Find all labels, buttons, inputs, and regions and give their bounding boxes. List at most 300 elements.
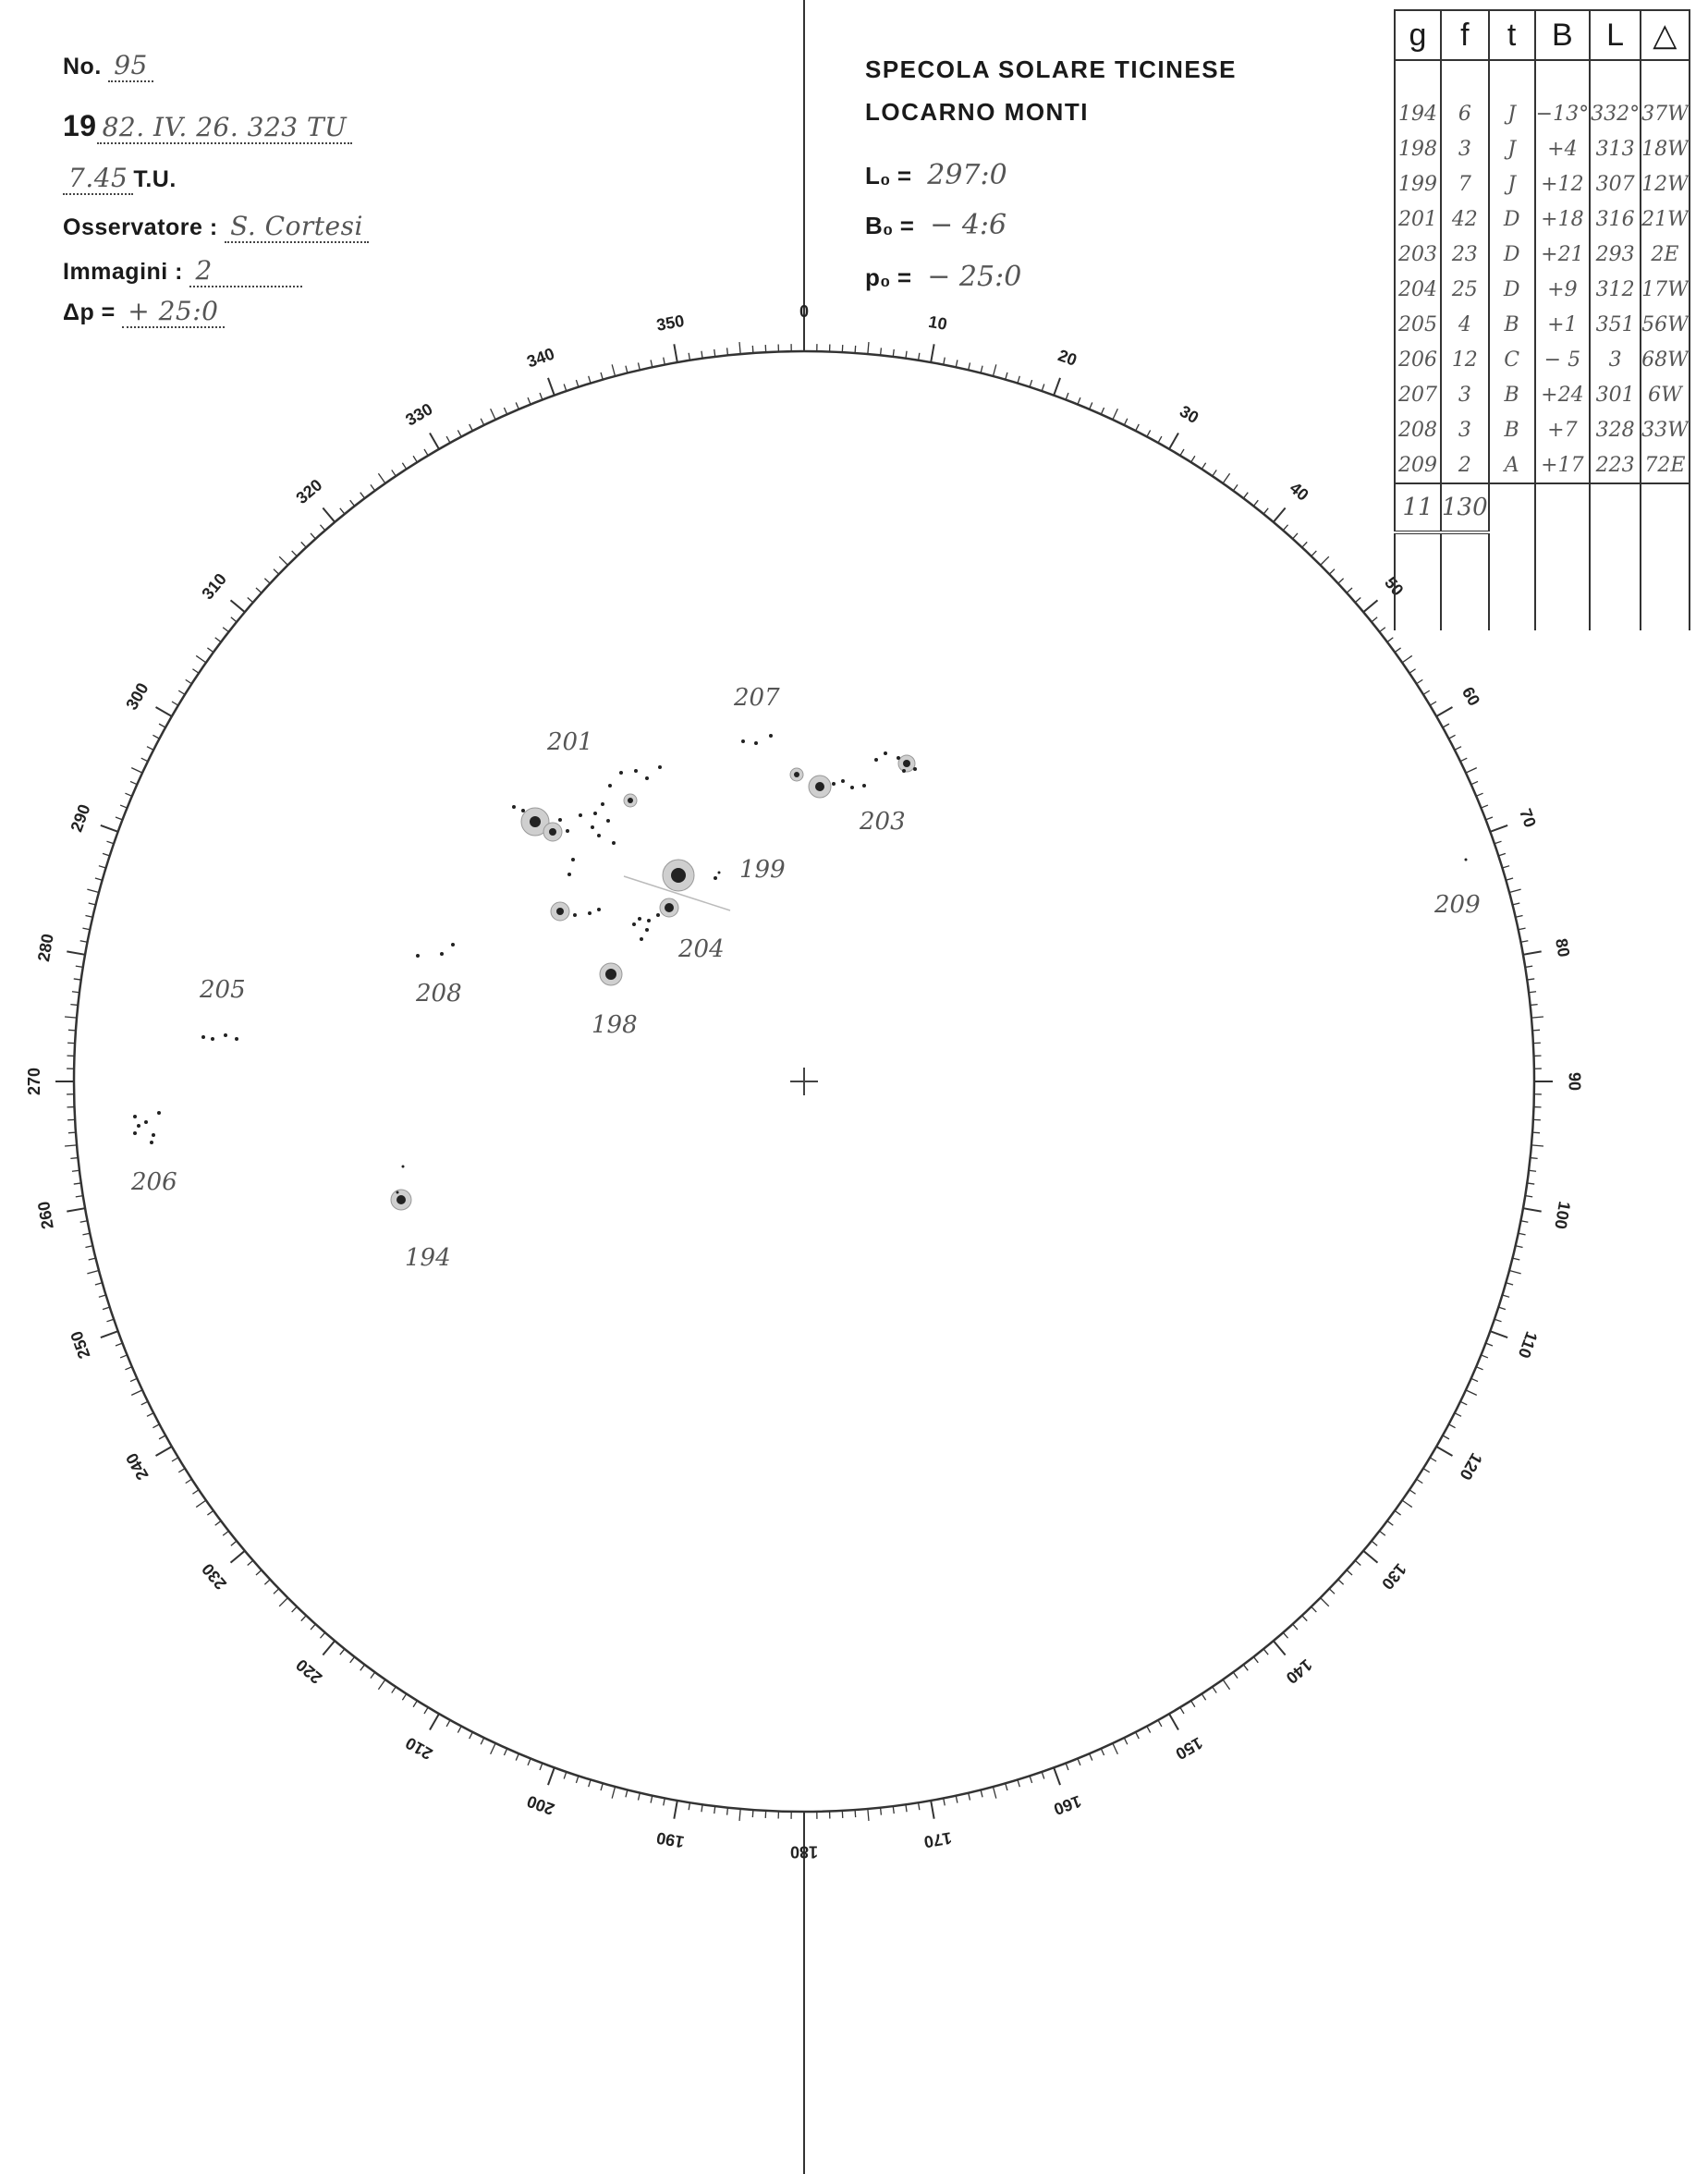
dial-tick	[1466, 1390, 1477, 1395]
table-cell	[1489, 532, 1535, 630]
dial-tick	[301, 542, 306, 547]
pore-203-umbra	[913, 767, 917, 771]
dial-tick	[481, 1738, 484, 1744]
dial-tick	[156, 1447, 172, 1456]
dial-tick	[279, 1598, 287, 1606]
table-cell: 199	[1395, 166, 1441, 202]
dial-tick	[82, 928, 90, 930]
dial-tick	[1466, 768, 1477, 773]
dial-tick	[1509, 1270, 1521, 1273]
table-row	[1395, 272, 1690, 307]
table-empty-row	[1395, 532, 1690, 630]
dial-tick	[752, 1810, 753, 1817]
delta-p-field	[63, 296, 225, 328]
dial-tick	[292, 551, 298, 556]
dial-tick	[231, 600, 245, 612]
dial-tick	[1312, 1606, 1317, 1612]
dial-tick	[1455, 1413, 1461, 1417]
spot-201b-umbra	[549, 828, 556, 836]
table-cell: 12	[1441, 342, 1489, 377]
dial-tick	[589, 1779, 591, 1787]
dial-tick	[576, 380, 578, 387]
dial-tick	[402, 1694, 406, 1701]
pore-204-umbra	[638, 917, 641, 921]
dial-tick	[378, 1679, 384, 1690]
dial-tick	[1506, 878, 1513, 880]
pore-194-umbra	[402, 1166, 405, 1168]
dial-tick	[223, 1531, 228, 1535]
dial-tick	[371, 1672, 375, 1678]
dial-tick	[1490, 825, 1507, 832]
dial-tick	[106, 841, 114, 844]
table-cell: 18W	[1641, 131, 1690, 166]
dial-tick	[147, 1413, 153, 1417]
dial-tick	[207, 648, 213, 653]
dial-tick	[1531, 1158, 1538, 1159]
table-cell: +21	[1535, 237, 1590, 272]
dial-tick	[727, 1808, 728, 1815]
dial-tick	[120, 1355, 127, 1358]
table-cell: 42	[1441, 202, 1489, 237]
table-cell: 201	[1395, 202, 1441, 237]
dial-label-160: 160	[1051, 1791, 1084, 1819]
dial-tick	[1213, 470, 1216, 476]
dial-tick	[458, 1727, 461, 1733]
dial-tick	[1532, 1132, 1540, 1133]
dial-tick	[1180, 449, 1184, 456]
dial-tick	[969, 1793, 970, 1801]
dial-tick	[516, 1753, 518, 1760]
dial-tick	[147, 747, 153, 751]
dial-tick	[1030, 1776, 1031, 1783]
dial-tick	[1529, 992, 1536, 993]
dial-tick	[612, 364, 615, 376]
dial-tick	[125, 793, 131, 796]
dial-tick	[868, 342, 869, 354]
table-cell: 3	[1441, 131, 1489, 166]
table-row	[1395, 131, 1690, 166]
images-value: 2	[189, 255, 302, 287]
header-t: t	[1489, 10, 1535, 60]
sunspots	[133, 734, 1468, 1210]
dial-tick	[638, 362, 640, 370]
dial-tick	[1395, 648, 1400, 653]
dial-tick	[981, 1790, 982, 1798]
dial-tick	[1223, 473, 1229, 483]
dial-tick	[101, 825, 118, 832]
dial-tick	[1101, 408, 1104, 414]
pore-203-umbra	[862, 784, 866, 788]
dial-tick	[1355, 1560, 1360, 1565]
header-delta: △	[1641, 10, 1690, 60]
dial-tick	[402, 463, 406, 470]
table-cell: 4	[1441, 307, 1489, 342]
dial-tick	[1113, 1743, 1117, 1754]
dial-tick	[301, 1616, 306, 1621]
dial-tick	[1283, 1632, 1287, 1638]
pore-206-umbra	[150, 1141, 153, 1144]
dial-tick	[1006, 1783, 1007, 1790]
table-cell	[1590, 532, 1641, 630]
dial-label-150: 150	[1172, 1733, 1206, 1764]
pore-204-umbra	[597, 908, 601, 911]
dial-tick	[1498, 853, 1506, 855]
dial-tick	[906, 351, 907, 359]
dial-tick	[1471, 781, 1478, 784]
dial-label-230: 230	[198, 1559, 231, 1594]
dial-tick	[1233, 1672, 1238, 1678]
dial-tick	[1302, 542, 1307, 547]
dial-tick	[1436, 707, 1452, 716]
dial-tick	[1147, 1727, 1151, 1733]
table-cell: 206	[1395, 342, 1441, 377]
table-cell: B	[1489, 412, 1535, 447]
dial-label-10: 10	[927, 311, 949, 334]
dial-tick	[1502, 1295, 1509, 1297]
dial-tick	[74, 979, 81, 980]
date-value: 82. IV. 26. 323 TU	[97, 112, 353, 144]
date-field	[63, 109, 352, 144]
dial-tick	[1253, 1657, 1258, 1663]
dial-tick	[360, 1665, 365, 1670]
pore-204-umbra	[647, 919, 651, 922]
dial-tick	[192, 1490, 199, 1494]
dial-tick	[931, 1801, 933, 1819]
table-cell: J	[1489, 166, 1535, 202]
dial-tick	[504, 408, 506, 414]
table-cell: 3	[1590, 342, 1641, 377]
table-cell: 293	[1590, 237, 1641, 272]
dial-label-50: 50	[1381, 573, 1408, 600]
pore-201-umbra	[658, 765, 662, 769]
table-cell: 194	[1395, 96, 1441, 131]
dial-tick	[944, 1798, 946, 1805]
dial-tick	[993, 1787, 995, 1799]
total-groups: 11	[1395, 483, 1441, 532]
dial-tick	[528, 1758, 531, 1765]
dial-tick	[919, 353, 920, 360]
table-cell: A	[1489, 447, 1535, 483]
dial-tick	[1527, 979, 1534, 980]
dial-tick	[1443, 724, 1449, 727]
dial-tick	[470, 1732, 473, 1739]
table-cell	[1489, 483, 1535, 532]
pore-209-umbra	[1465, 859, 1468, 861]
dial-tick	[311, 533, 315, 539]
param-p0-value: − 25:0	[927, 261, 1022, 293]
dial-tick	[152, 1424, 159, 1428]
pore-208-umbra	[416, 954, 420, 958]
dial-tick	[424, 1707, 428, 1714]
dial-tick	[67, 1208, 85, 1211]
year-prefix: 19	[63, 109, 97, 142]
dial-label-0: 0	[799, 301, 810, 321]
pore-201-umbra	[571, 858, 575, 861]
time-value: 7.45	[63, 163, 133, 195]
pore-206-umbra	[137, 1124, 140, 1128]
dial-tick	[881, 348, 882, 355]
dial-tick	[1516, 1246, 1523, 1248]
dial-tick	[1293, 533, 1298, 539]
dial-tick	[392, 470, 396, 476]
dial-tick	[1124, 419, 1128, 425]
dial-tick	[178, 690, 185, 694]
dial-tick	[1520, 1221, 1528, 1223]
pore-203-umbra	[902, 769, 906, 773]
group-label-194: 194	[405, 1244, 451, 1272]
time-field	[63, 163, 177, 195]
param-B0-value: − 4:6	[930, 209, 1007, 241]
number-value: 95	[108, 50, 153, 82]
pore-207-umbra	[741, 739, 745, 743]
dial-tick	[95, 1283, 103, 1285]
dial-tick	[231, 1551, 245, 1563]
dial-tick	[1338, 1580, 1344, 1584]
dial-tick	[1347, 588, 1352, 592]
dial-tick	[68, 1132, 76, 1133]
spot-203-umbra	[815, 782, 824, 791]
total-spots: 130	[1441, 483, 1489, 532]
dial-tick	[1481, 1355, 1487, 1358]
dial-tick	[944, 358, 946, 365]
dial-tick	[1372, 1541, 1377, 1545]
dial-label-350: 350	[654, 311, 686, 335]
dial-tick	[1006, 373, 1007, 380]
table-cell: 33W	[1641, 412, 1690, 447]
table-totals-row	[1395, 483, 1690, 532]
dial-tick	[893, 1806, 894, 1814]
dial-tick	[1532, 1030, 1540, 1031]
pore-201-umbra	[593, 812, 597, 815]
pore-205-umbra	[224, 1033, 227, 1037]
table-cell: 17W	[1641, 272, 1690, 307]
observatory-name	[865, 48, 1237, 133]
group-label-199: 199	[739, 856, 786, 884]
dial-tick	[1380, 628, 1385, 632]
table-cell: C	[1489, 342, 1535, 377]
table-row	[1395, 412, 1690, 447]
group-label-204: 204	[678, 935, 725, 963]
param-L0	[865, 159, 1007, 191]
table-row	[1395, 307, 1690, 342]
dial-tick	[446, 1720, 450, 1727]
table-cell: D	[1489, 272, 1535, 307]
dial-tick	[969, 362, 970, 370]
dial-tick	[99, 866, 106, 868]
table-cell: 6W	[1641, 377, 1690, 412]
dial-tick	[264, 1580, 270, 1584]
dial-tick	[1395, 1510, 1400, 1515]
dial-tick	[1223, 1679, 1229, 1690]
pore-204-umbra	[645, 928, 649, 932]
dial-tick	[231, 1541, 237, 1545]
pore-201-umbra	[558, 818, 562, 822]
dial-tick	[1243, 493, 1248, 498]
dial-tick	[1387, 638, 1393, 642]
dial-tick	[651, 360, 653, 367]
dial-tick	[1363, 1551, 1377, 1563]
dial-tick	[215, 638, 221, 642]
table-cell: 2E	[1641, 237, 1690, 272]
table-cell	[1441, 532, 1489, 630]
dial-label-70: 70	[1516, 806, 1540, 830]
pore-201-umbra	[512, 805, 516, 809]
dial-label-40: 40	[1286, 478, 1312, 505]
dial-tick	[714, 349, 715, 357]
table-cell	[1641, 483, 1690, 532]
dial-label-280: 280	[33, 932, 57, 963]
dial-tick	[1531, 1017, 1543, 1018]
dial-tick	[919, 1802, 920, 1810]
dial-tick	[392, 1687, 396, 1693]
table-cell: +12	[1535, 166, 1590, 202]
pore-201-umbra	[612, 841, 616, 845]
dial-tick	[1090, 1753, 1092, 1760]
dial-tick	[215, 1521, 221, 1525]
pore-201-umbra	[634, 769, 638, 773]
dial-tick	[1338, 579, 1344, 583]
table-cell: +1	[1535, 307, 1590, 342]
dial-tick	[350, 1657, 355, 1663]
spot-204b-umbra	[665, 903, 674, 912]
pore-204-umbra	[573, 913, 577, 917]
pore-205-umbra	[201, 1035, 205, 1039]
dial-tick	[1321, 1598, 1329, 1606]
param-L0-label: L₀ =	[865, 162, 912, 189]
dial-tick	[1513, 903, 1520, 905]
dial-label-20: 20	[1055, 346, 1080, 370]
dial-tick	[626, 366, 628, 373]
dial-tick	[82, 1233, 90, 1235]
table-cell: 316	[1590, 202, 1641, 237]
spot-198-umbra	[605, 969, 616, 980]
dial-tick	[1498, 1307, 1506, 1309]
images-field	[63, 255, 302, 287]
dial-label-290: 290	[67, 801, 94, 835]
spot-203c-umbra	[903, 760, 910, 767]
table-header-row	[1395, 10, 1690, 60]
dial-tick	[248, 597, 253, 602]
dial-tick	[430, 434, 439, 449]
center-cross	[790, 1068, 818, 1095]
dial-tick	[274, 569, 279, 575]
dial-tick	[1409, 1490, 1416, 1494]
dial-tick	[1283, 525, 1287, 531]
observatory-line-1: SPECOLA SOLARE TICINESE	[865, 55, 1237, 83]
dial-label-320: 320	[292, 475, 326, 508]
pore-201-umbra	[606, 819, 610, 823]
pore-208-umbra	[451, 943, 455, 947]
dial-tick	[1443, 1435, 1449, 1439]
table-cell: J	[1489, 96, 1535, 131]
table-cell: D	[1489, 237, 1535, 272]
table-cell: +7	[1535, 412, 1590, 447]
dial-tick	[1274, 1641, 1286, 1655]
dial-tick	[1243, 1665, 1248, 1670]
dial-label-190: 190	[654, 1828, 686, 1852]
dial-label-260: 260	[33, 1200, 57, 1231]
table-row	[1395, 96, 1690, 131]
dial-tick	[1329, 569, 1335, 575]
pore-201-umbra	[608, 784, 612, 788]
dial-tick	[1430, 1458, 1436, 1461]
dial-tick	[413, 1701, 417, 1707]
table-cell: 328	[1590, 412, 1641, 447]
dial-tick	[1520, 941, 1528, 943]
table-cell: +24	[1535, 377, 1590, 412]
dial-tick	[1263, 1649, 1268, 1655]
dial-tick	[893, 349, 894, 357]
dial-tick	[1476, 793, 1482, 796]
dial-tick	[152, 735, 159, 739]
dial-tick	[74, 1183, 81, 1184]
table-row	[1395, 237, 1690, 272]
dial-tick	[470, 424, 473, 431]
dial-tick	[1525, 966, 1532, 967]
spot-201c-umbra	[628, 798, 633, 803]
dial-tick	[855, 346, 856, 353]
table-row	[1395, 166, 1690, 202]
group-label-207: 207	[734, 684, 780, 712]
dial-tick	[651, 1796, 653, 1803]
dial-tick	[103, 1307, 110, 1309]
dial-tick	[125, 1367, 131, 1370]
dial-tick	[1202, 463, 1205, 470]
dial-label-270: 270	[24, 1067, 43, 1096]
table-cell: +18	[1535, 202, 1590, 237]
param-p0	[865, 261, 1021, 293]
dial-tick	[1054, 1767, 1060, 1785]
pore-207-umbra	[769, 734, 773, 738]
dial-tick	[674, 1801, 677, 1819]
dial-label-210: 210	[402, 1733, 436, 1764]
dial-tick	[1509, 889, 1521, 892]
table-cell: D	[1489, 202, 1535, 237]
pore-208-umbra	[440, 952, 444, 956]
dial-tick	[491, 1743, 495, 1754]
dial-tick	[739, 1809, 740, 1821]
dial-tick	[1409, 669, 1416, 673]
dial-tick	[601, 1783, 603, 1790]
dial-tick	[1253, 500, 1258, 506]
table-cell: 207	[1395, 377, 1441, 412]
table-cell: 208	[1395, 412, 1441, 447]
dial-tick	[504, 1749, 506, 1755]
pore-201-umbra	[591, 825, 594, 829]
dial-tick	[70, 1158, 78, 1159]
param-B0-label: B₀ =	[865, 212, 914, 239]
pore-201-umbra	[566, 829, 569, 833]
dial-tick	[1213, 1687, 1216, 1693]
dial-tick	[458, 430, 461, 436]
pore-201-umbra	[521, 809, 525, 812]
dial-tick	[1423, 1469, 1430, 1472]
dial-tick	[516, 402, 518, 409]
dial-tick	[1078, 397, 1080, 404]
param-L0-value: 297:0	[927, 159, 1007, 191]
dial-label-170: 170	[922, 1828, 954, 1852]
dial-tick	[714, 1806, 715, 1814]
table-cell: 68W	[1641, 342, 1690, 377]
dial-tick	[1321, 556, 1329, 565]
time-suffix: T.U.	[133, 166, 177, 192]
dial-tick	[993, 364, 995, 376]
dial-tick	[80, 1221, 88, 1223]
dial-tick	[378, 473, 384, 483]
table-cell: − 5	[1535, 342, 1590, 377]
dial-tick	[85, 1246, 92, 1248]
dial-tick	[360, 493, 365, 498]
